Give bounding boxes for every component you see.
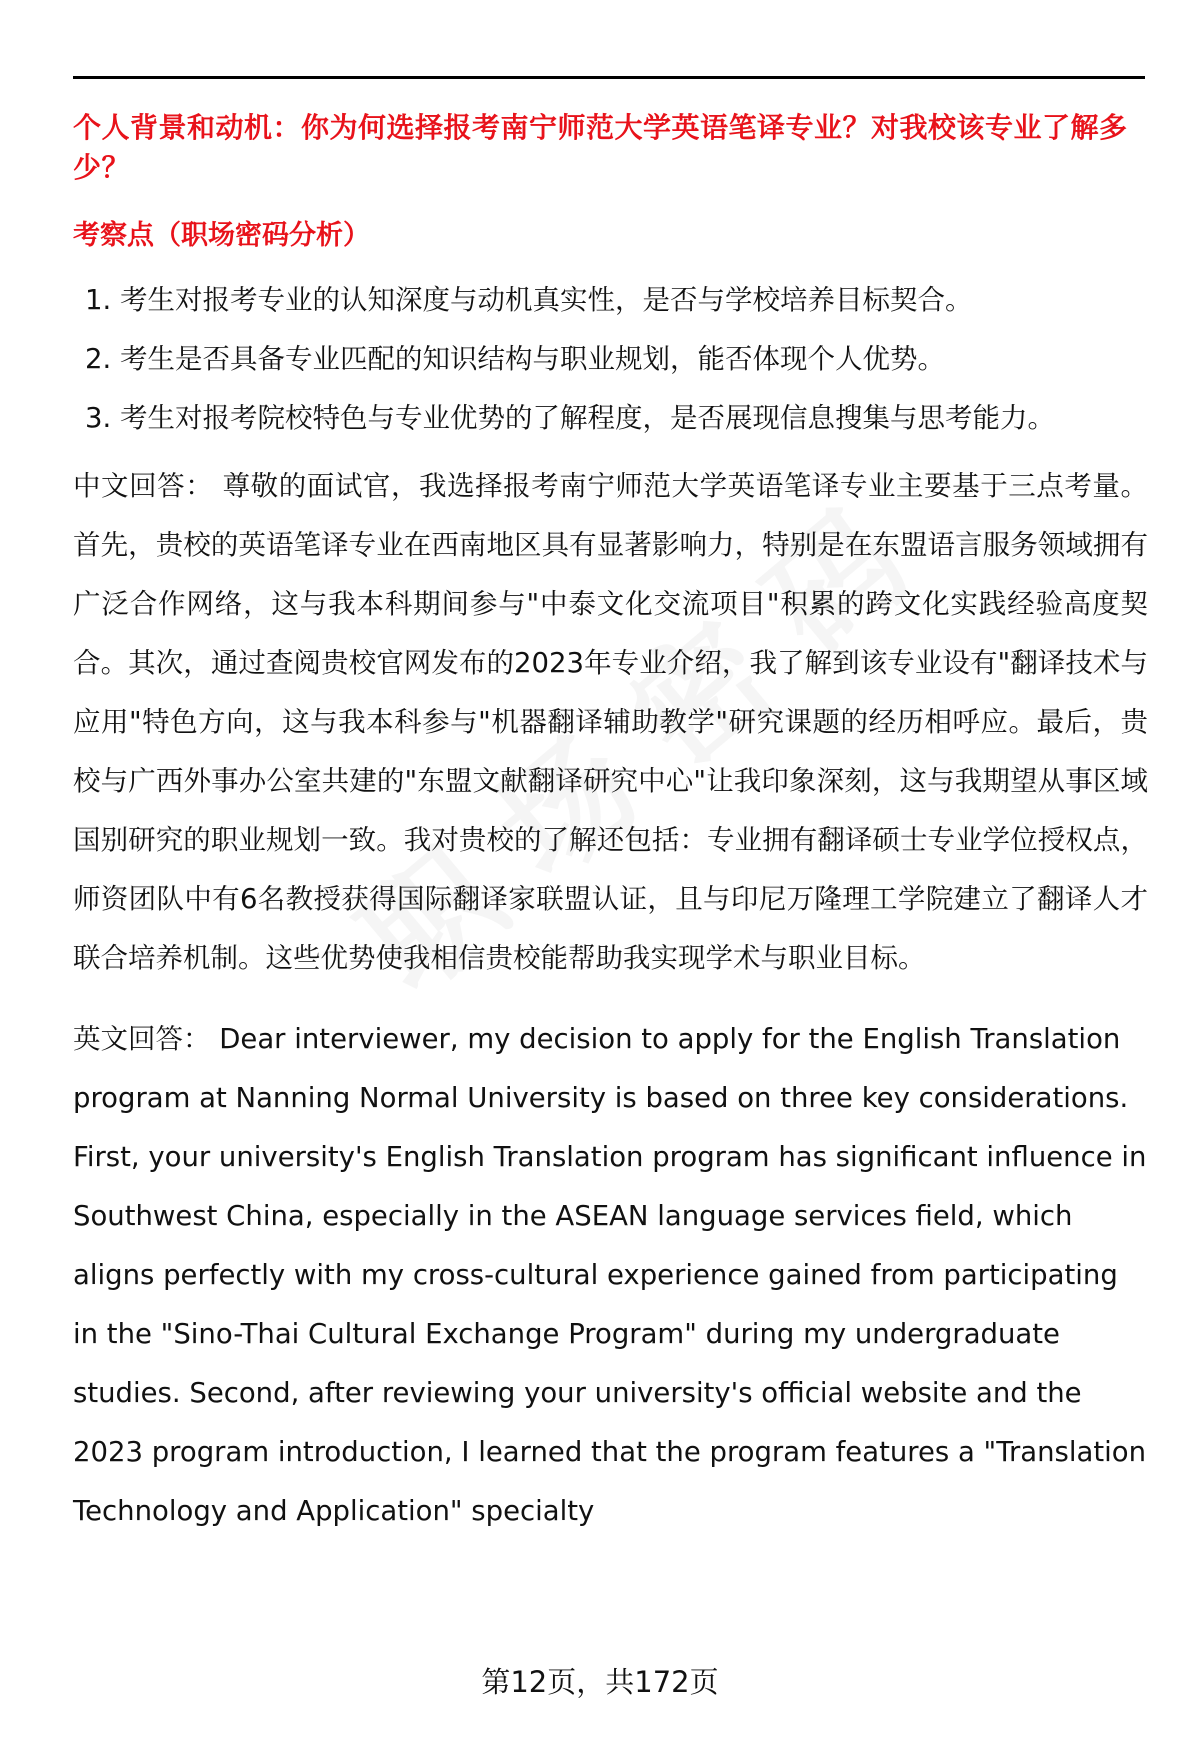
page-number: 第12页，共172页 [481,1665,719,1699]
question-heading: 个人背景和动机：你为何选择报考南宁师范大学英语笔译专业？对我校该专业了解多少？ [73,111,1128,184]
analysis-point: 3. 考生对报考院校特色与专业优势的了解程度，是否展现信息搜集与思考能力。 [85,402,1055,434]
header-rule [73,76,1145,79]
analysis-point: 1. 考生对报考专业的认知深度与动机真实性，是否与学校培养目标契合。 [85,284,973,316]
analysis-point: 2. 考生是否具备专业匹配的知识结构与职业规划，能否体现个人优势。 [85,343,945,375]
analysis-points [73,280,1148,438]
english-answer: 英文回答： Dear interviewer, my decision to apply for the English Translation program at Nanning Normal University is based on three key considerations. First, your university's English Translation program has significant influence in Southwest China, especially in the ASEAN language services field, which aligns perfectly with my cross-cultural experience gained from participating in the "Sino-Thai Cultural Exchange Program" during my undergraduate studies. Second, after reviewing your university's official website and the 2023 program introduction, I learned that the program features a "Translation Technology and Application" specialty [73,1023,1147,1527]
analysis-heading: 考察点（职场密码分析） [73,220,370,251]
chinese-answer: 中文回答： 尊敬的面试官，我选择报考南宁师范大学英语笔译专业主要基于三点考量。首先，贵校的英语笔译专业在西南地区具有显著影响力，特别是在东盟语言服务领域拥有广泛合作网络，这与我本科期间参与"中泰文化交流项目"积累的跨文化实践经验高度契合。其次，通过查阅贵校官网发布的2023年专业介绍，我了解到该专业设有"翻译技术与应用"特色方向，这与我本科参与"机器翻译辅助教学"研究课题的经历相呼应。最后，贵校与广西外事办公室共建的"东盟文献翻译研究中心"让我印象深刻，这与我期望从事区域国别研究的职业规划一致。我对贵校的了解还包括：专业拥有翻译硕士专业学位授权点，师资团队中有6名教授获得国际翻译家联盟认证，且与印尼万隆理工学院建立了翻译人才联合培养机制。这些优势使我相信贵校能帮助我实现学术与职业目标。 [73,470,1148,974]
page-content [73,108,1148,1541]
